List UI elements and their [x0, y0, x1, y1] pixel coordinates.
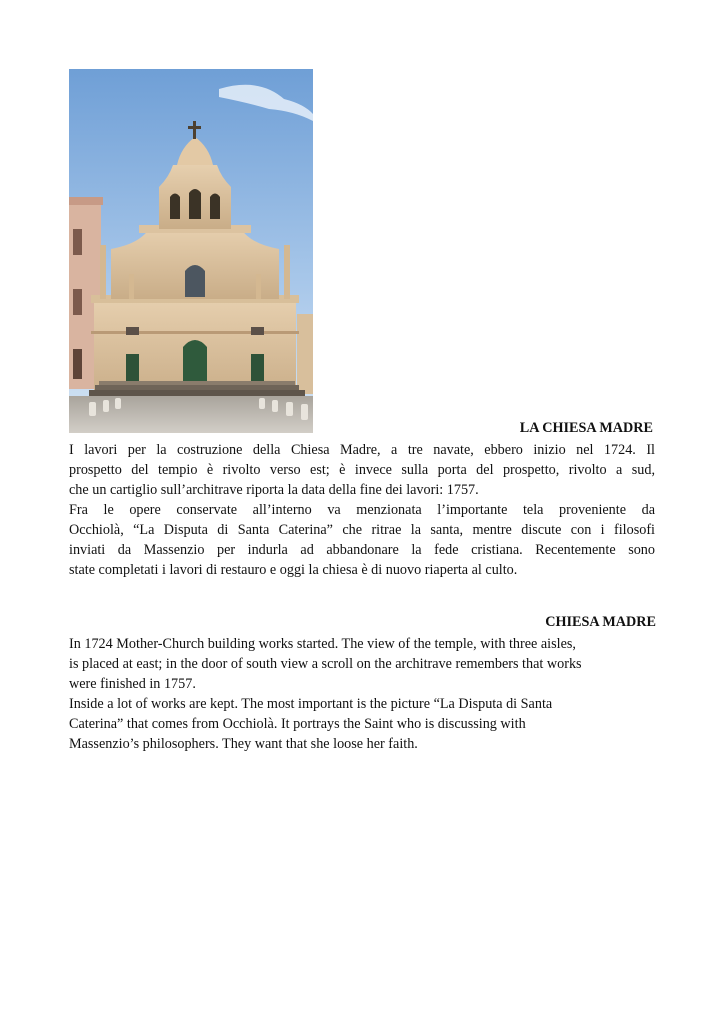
text-line: Massenzio’s philosophers. They want that she loose her faith.: [69, 736, 418, 752]
text-line: prospetto del tempio è rivolto verso est; è invece sulla porta del prospetto, rivolto a sud,: [69, 462, 655, 478]
text-line: Caterina” that comes from Occhiolà. It portrays the Saint who is discussing with: [69, 716, 526, 732]
text-line: Occhiolà, “La Disputa di Santa Caterina” che ritrae la santa, mentre discute con i filosofi: [69, 522, 655, 538]
text-line: I lavori per la costruzione della Chiesa Madre, a tre navate, ebbero inizio nel 1724. Il: [69, 442, 655, 458]
text-line: Fra le opere conservate all’interno va menzionata l’importante tela proveniente da: [69, 502, 655, 518]
text-line: is placed at east; in the door of south view a scroll on the architrave remembers that works: [69, 656, 582, 672]
church-photo: [69, 69, 313, 433]
english-heading: CHIESA MADRE: [545, 614, 656, 630]
text-line: state completati i lavori di restauro e oggi la chiesa è di nuovo riaperta al culto.: [69, 562, 518, 578]
english-paragraph-1: [69, 634, 659, 694]
text-line: Inside a lot of works are kept. The most important is the picture “La Disputa di Santa: [69, 696, 553, 712]
text-line: In 1724 Mother-Church building works started. The view of the temple, with three aisles,: [69, 636, 576, 652]
english-paragraph-2: [69, 694, 659, 754]
italian-paragraph-2: [69, 500, 655, 580]
text-line: che un cartiglio sull’architrave riporta la data della fine dei lavori: 1757.: [69, 482, 479, 498]
text-line: were finished in 1757.: [69, 676, 196, 692]
text-line: inviati da Massenzio per indurla ad abbandonare la fede cristiana. Recentemente sono: [69, 542, 655, 558]
italian-heading: LA CHIESA MADRE: [519, 420, 653, 436]
italian-paragraph-1: [69, 440, 655, 500]
